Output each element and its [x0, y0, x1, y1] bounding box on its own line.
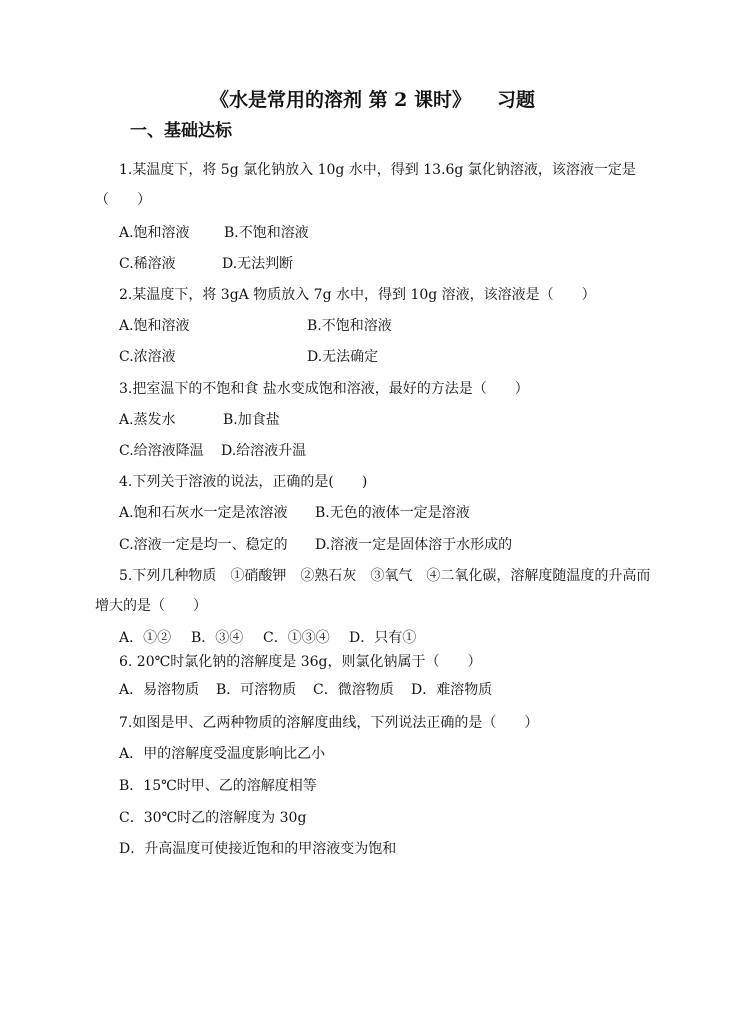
question-5-stem: 5.下列几种物质 ①硝酸钾 ②熟石灰 ③氧气 ④二氧化碳，溶解度随温度的升高而	[119, 568, 651, 584]
section-heading: 一、基础达标	[130, 121, 232, 141]
option-d: D.无法判断	[222, 256, 294, 272]
option-d: D.无法确定	[307, 349, 379, 365]
option-c: C.稀溶液	[119, 256, 176, 272]
question-7-option-d: D．升高温度可使接近饱和的甲溶液变为饱和	[119, 841, 397, 857]
question-3-options-row-1	[119, 411, 280, 429]
option-a: A．①②	[119, 630, 172, 646]
option-d: D.给溶液升温	[221, 443, 307, 459]
option-a: A.饱和石灰水一定是浓溶液	[119, 505, 288, 521]
question-4-options-row-1	[119, 504, 470, 522]
option-b: B.无色的液体一定是溶液	[315, 505, 470, 521]
option-c: C．①③④	[263, 630, 330, 646]
question-1-options-row-2	[119, 255, 293, 273]
option-b: B．③④	[191, 630, 244, 646]
option-a: A.蒸发水	[119, 412, 176, 428]
question-3-stem: 3.把室温下的不饱和食 盐水变成饱和溶液，最好的方法是（ ）	[119, 381, 529, 397]
page-title	[0, 88, 745, 112]
option-d: D.溶液一定是固体溶于水形成的	[315, 537, 513, 553]
title-suffix: 习题	[497, 89, 536, 111]
question-7-option-b: B．15℃时甲、乙的溶解度相等	[119, 778, 317, 794]
option-b: B.不饱和溶液	[307, 318, 392, 334]
option-d: D．只有①	[349, 630, 417, 646]
question-4-options-row-2	[119, 536, 512, 554]
question-4-stem: 4.下列关于溶液的说法，正确的是( )	[119, 474, 368, 490]
title-main: 《水是常用的溶剂 第 2 课时》	[209, 89, 472, 111]
question-2-options-row-1	[119, 317, 392, 335]
question-2-stem: 2.某温度下，将 3gA 物质放入 7g 水中，得到 10g 溶液，该溶液是（ ）	[119, 287, 596, 303]
option-b: B.不饱和溶液	[224, 225, 309, 241]
option-c: C．微溶物质	[313, 682, 394, 698]
question-6-stem: 6. 20℃时氯化钠的溶解度是 36g，则氯化钠属于（ ）	[119, 654, 482, 670]
question-1-options-row-1	[119, 224, 309, 242]
question-7-option-a: A．甲的溶解度受温度影响比乙小	[119, 746, 326, 762]
option-b: B．可溶物质	[216, 682, 297, 698]
option-c: C.溶液一定是均一、稳定的	[119, 537, 288, 553]
option-a: A.饱和溶液	[119, 318, 190, 334]
question-1-stem: 1.某温度下，将 5g 氯化钠放入 10g 水中，得到 13.6g 氯化钠溶液，该溶液一定是	[119, 162, 636, 178]
question-3-options-row-2	[119, 442, 306, 460]
question-7-option-c: C．30℃时乙的溶解度为 30g	[119, 810, 307, 826]
question-1-stem-cont: （ ）	[95, 192, 151, 208]
option-a: A.饱和溶液	[119, 225, 190, 241]
question-5-options	[119, 629, 416, 647]
option-b: B.加食盐	[223, 412, 280, 428]
question-5-stem-cont: 增大的是（ ）	[95, 598, 207, 614]
option-d: D．难溶物质	[411, 682, 493, 698]
question-6-options	[119, 681, 492, 699]
option-c: C.浓溶液	[119, 349, 176, 365]
option-c: C.给溶液降温	[119, 443, 204, 459]
question-2-options-row-2	[119, 348, 378, 366]
option-a: A．易溶物质	[119, 682, 200, 698]
question-7-stem: 7.如图是甲、乙两种物质的溶解度曲线，下列说法正确的是（ ）	[119, 715, 539, 731]
